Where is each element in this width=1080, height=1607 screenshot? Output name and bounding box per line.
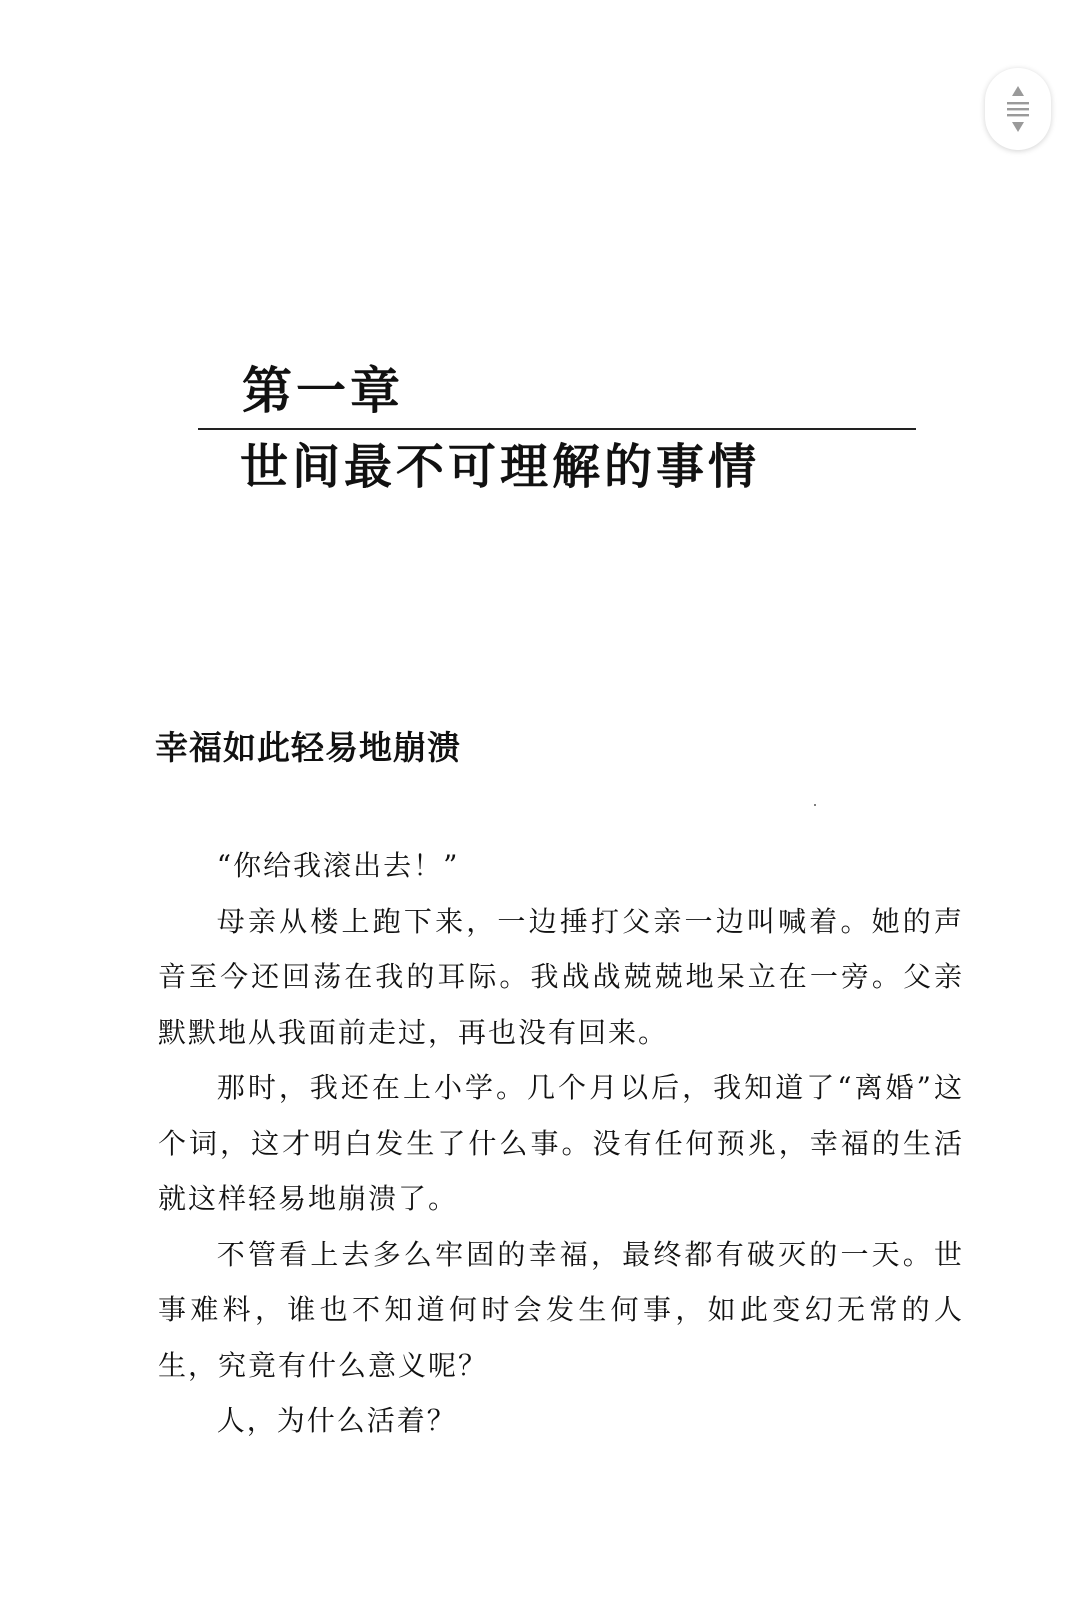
chapter-title: 世间最不可理解的事情 (240, 439, 761, 495)
paragraph: 母亲从楼上跑下来，一边捶打父亲一边叫喊着。她的声音至今还回荡在我的耳际。我战战兢兢地呆立在一旁。父亲默默地从我面前走过，再也没有回来。 (158, 904, 964, 1049)
chapter-label: 第一章 (242, 361, 404, 420)
scan-speck (814, 804, 816, 806)
section-heading: 幸福如此轻易地崩溃 (155, 728, 461, 767)
scroll-handle-icon (1003, 83, 1033, 135)
paragraph: 人，为什么活着？ (216, 1404, 457, 1437)
paragraph: 那时，我还在上小学。几个月以后，我知道了“离婚”这个词，这才明白发生了什么事。没有任何预兆，幸福的生活就这样轻易地崩溃了。 (158, 1071, 964, 1215)
chapter-divider (198, 428, 916, 430)
scroll-handle[interactable] (985, 68, 1051, 150)
paragraph: 不管看上去多么牢固的幸福，最终都有破灭的一天。世事难料，谁也不知道何时会发生何事，如此变幻无常的人生，究竟有什么意义呢？ (158, 1237, 964, 1382)
body-text (158, 838, 964, 1449)
paragraph: “你给我滚出去！” (216, 849, 460, 882)
